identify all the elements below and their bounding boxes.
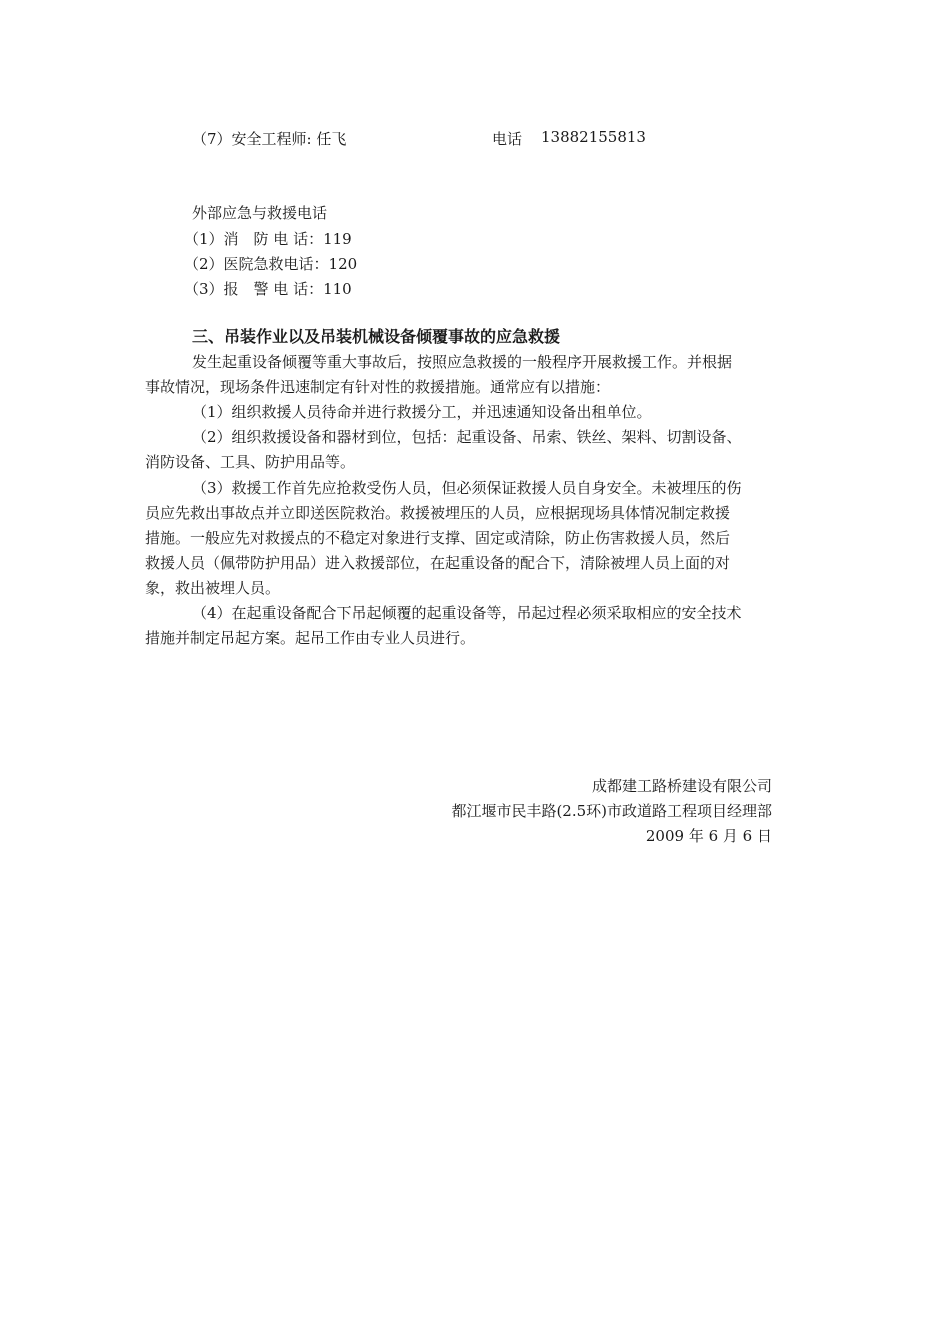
contact-phone: 13882155813 <box>541 128 646 146</box>
body-line: 救援人员（佩带防护用品）进入救援部位，在起重设备的配合下，清除被埋人员上面的对 <box>145 554 731 572</box>
external-item-hospital: （2）医院急救电话：120 <box>184 255 358 273</box>
contact-phone-label: 电话 <box>492 130 523 148</box>
section-heading: 三、吊装作业以及吊装机械设备倾覆事故的应急救援 <box>192 327 561 346</box>
body-line: 象，救出被埋人员。 <box>145 579 281 597</box>
signature-department: 都江堰市民丰路(2.5环)市政道路工程项目经理部 <box>451 802 772 820</box>
body-line: 发生起重设备倾覆等重大事故后，按照应急救援的一般程序开展救援工作。并根据 <box>192 353 733 371</box>
external-item-police: （3）报 警 电 话：110 <box>184 280 352 298</box>
body-line: （4）在起重设备配合下吊起倾覆的起重设备等，吊起过程必须采取相应的安全技术 <box>192 604 742 622</box>
signature-company: 成都建工路桥建设有限公司 <box>591 777 772 795</box>
body-line: 措施。一般应先对救援点的不稳定对象进行支撑、固定或清除，防止伤害救援人员，然后 <box>145 529 731 547</box>
signature-date: 2009 年 6 月 6 日 <box>645 827 772 845</box>
external-title: 外部应急与救援电话 <box>192 204 328 222</box>
body-line: 措施并制定吊起方案。起吊工作由专业人员进行。 <box>145 629 476 647</box>
body-line: 员应先救出事故点并立即送医院救治。救援被埋压的人员，应根据现场具体情况制定救援 <box>145 504 731 522</box>
body-line: （3）救援工作首先应抢救受伤人员，但必须保证救援人员自身安全。未被埋压的伤 <box>192 479 742 497</box>
body-line: 消防设备、工具、防护用品等。 <box>145 453 356 471</box>
body-line: （1）组织救援人员待命并进行救援分工，并迅速通知设备出租单位。 <box>192 403 652 421</box>
external-item-fire: （1）消 防 电 话：119 <box>184 230 352 248</box>
body-line: 事故情况，现场条件迅速制定有针对性的救援措施。通常应有以措施： <box>145 378 611 396</box>
body-line: （2）组织救援设备和器材到位，包括：起重设备、吊索、铁丝、架料、切割设备、 <box>192 428 742 446</box>
contact-role: （7）安全工程师: 任飞 <box>192 130 347 148</box>
